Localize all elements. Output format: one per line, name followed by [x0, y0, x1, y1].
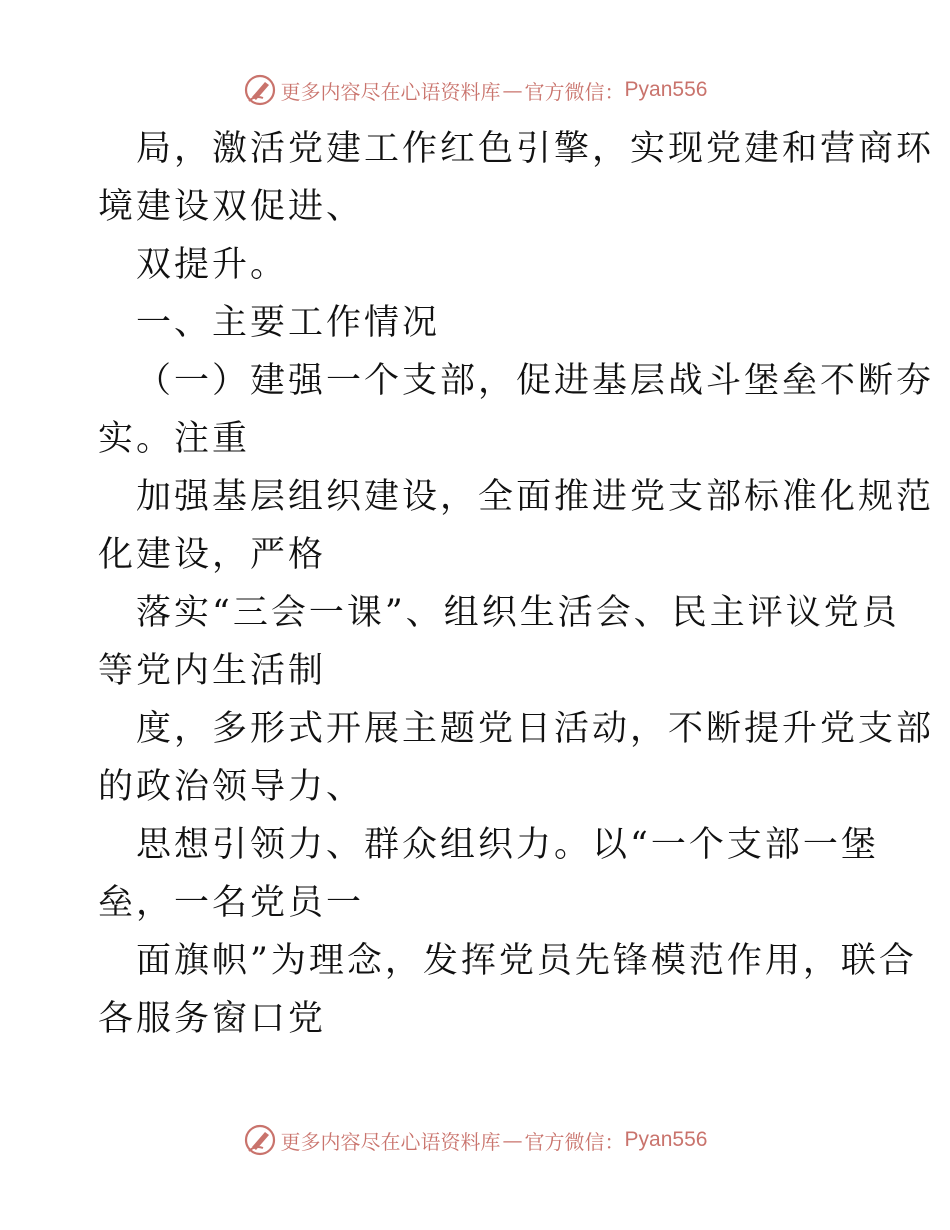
body-line: 度，多形式开展主题党日活动，不断提升党支部 — [136, 709, 935, 749]
watermark-separator: — — [502, 1128, 523, 1152]
pen-seal-icon — [243, 1123, 277, 1157]
body-line: 化建设，严格 — [98, 535, 327, 575]
body-line: 局，激活党建工作红色引擎，实现党建和营商环 — [136, 129, 935, 169]
document-body — [98, 120, 935, 1048]
body-line: 双提升。 — [136, 245, 289, 285]
watermark-separator: — — [502, 78, 523, 102]
body-line: 垒，一名党员一 — [98, 883, 365, 923]
watermark-text: 更多内容尽在心语资料库 — [280, 79, 501, 104]
body-line: 的政治领导力、 — [98, 767, 365, 807]
section-heading: 一、主要工作情况 — [136, 303, 441, 343]
watermark-wechat-id: Pyan556 — [624, 1128, 708, 1151]
body-line: 落实“三会一课”、组织生活会、民主评议党员 — [136, 593, 900, 633]
body-line: 加强基层组织建设，全面推进党支部标准化规范 — [136, 477, 935, 517]
body-line: 面旗帜”为理念，发挥党员先锋模范作用，联合 — [136, 941, 917, 981]
header-watermark — [0, 70, 950, 110]
body-line: 思想引领力、群众组织力。以“一个支部一堡 — [136, 825, 879, 865]
watermark-suffix: 官方微信： — [524, 1129, 625, 1154]
watermark-wechat-id: Pyan556 — [624, 78, 708, 101]
body-line: 等党内生活制 — [98, 651, 327, 691]
subsection-heading: （一）建强一个支部，促进基层战斗堡垒不断夯 — [136, 361, 935, 401]
footer-watermark — [0, 1120, 950, 1160]
watermark-suffix: 官方微信： — [524, 79, 625, 104]
body-line: 境建设双促进、 — [98, 187, 365, 227]
body-line: 各服务窗口党 — [98, 999, 327, 1039]
pen-seal-icon — [243, 73, 277, 107]
watermark-text: 更多内容尽在心语资料库 — [280, 1129, 501, 1154]
body-line: 实。注重 — [98, 419, 251, 459]
